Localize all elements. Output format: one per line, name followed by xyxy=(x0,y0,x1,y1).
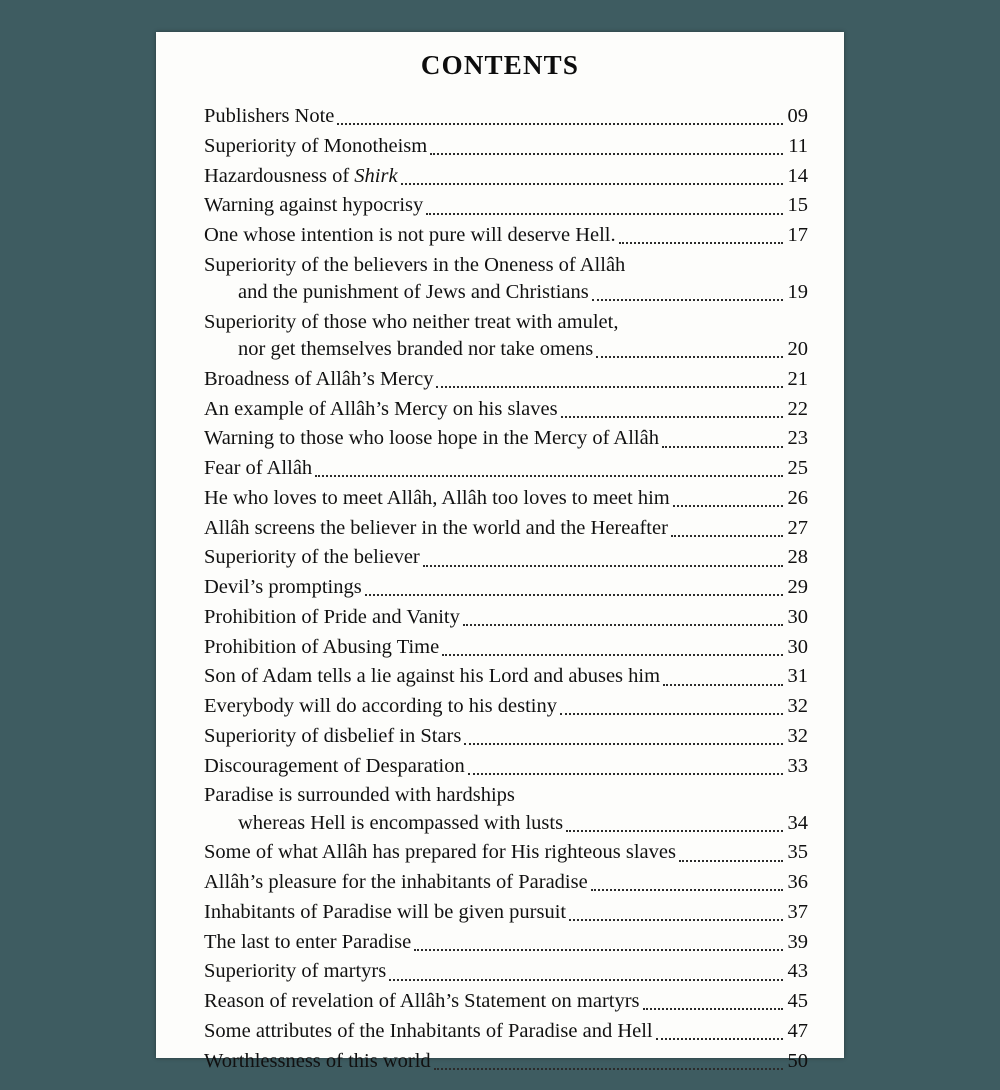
toc-entry[interactable] xyxy=(204,309,808,364)
toc-leader-dots xyxy=(592,298,783,301)
toc-entry-title: Allâh screens the believer in the world and the Hereafter xyxy=(204,516,668,539)
toc-entry[interactable] xyxy=(204,929,808,956)
toc-entry-title: Devil’s promptings xyxy=(204,576,362,598)
toc-leader-dots xyxy=(365,593,783,596)
toc-page-number: 28 xyxy=(787,546,808,569)
toc-page-number: 35 xyxy=(787,841,808,864)
toc-entry-title: Discouragement of Desparation xyxy=(204,754,465,777)
toc-entry-title: He who loves to meet Allâh, Allâh too loves to meet him xyxy=(204,486,670,509)
toc-leader-dots xyxy=(423,564,783,567)
toc-entry-title: Warning against hypocrisy xyxy=(204,194,424,217)
toc-page-number: 17 xyxy=(787,224,808,246)
toc-entry-title: Publishers Note xyxy=(204,105,335,127)
toc-entry-title: Fear of Allâh xyxy=(204,457,313,479)
toc-page-number: 09 xyxy=(787,105,808,127)
toc-leader-dots xyxy=(643,1007,783,1010)
toc-leader-dots xyxy=(337,122,782,125)
toc-page-number: 50 xyxy=(787,1049,808,1072)
toc-entry[interactable] xyxy=(204,782,808,837)
toc-leader-dots xyxy=(315,474,782,477)
toc-entry[interactable] xyxy=(204,604,808,631)
toc-leader-dots xyxy=(619,241,783,244)
toc-entry[interactable] xyxy=(204,485,808,512)
toc-entry[interactable] xyxy=(204,425,808,452)
toc-entry[interactable] xyxy=(204,574,808,601)
toc-entry[interactable] xyxy=(204,839,808,866)
toc-entry[interactable] xyxy=(204,222,808,249)
toc-page-number: 34 xyxy=(787,811,808,834)
toc-entry[interactable] xyxy=(204,899,808,926)
toc-leader-dots xyxy=(464,742,782,745)
toc-entry-title: whereas Hell is encompassed with lusts xyxy=(238,811,564,834)
toc-entry[interactable] xyxy=(204,1048,808,1075)
toc-page-number: 45 xyxy=(787,990,808,1012)
toc-entry[interactable] xyxy=(204,958,808,985)
toc-entry[interactable] xyxy=(204,366,808,393)
toc-page-number: 29 xyxy=(787,576,808,598)
toc-page-number: 22 xyxy=(787,397,808,420)
toc-entry[interactable] xyxy=(204,455,808,482)
toc-page-number: 15 xyxy=(787,194,808,217)
toc-leader-dots xyxy=(434,1067,783,1070)
toc-leader-dots xyxy=(621,330,806,331)
toc-entry-title: Superiority of martyrs xyxy=(204,960,387,983)
toc-entry-title: Superiority of those who neither treat with amulet, xyxy=(204,310,619,333)
toc-page-number: 36 xyxy=(787,871,808,893)
toc-leader-dots xyxy=(596,355,782,358)
toc-entry-title: Hazardousness of Shirk xyxy=(204,164,398,187)
toc-entry-title: Son of Adam tells a lie against his Lord and abuses him xyxy=(204,665,661,688)
toc-entry-title: The last to enter Paradise xyxy=(204,930,412,953)
toc-page-number: 32 xyxy=(787,695,808,717)
toc-leader-dots xyxy=(463,623,783,626)
toc-entry-title: Allâh’s pleasure for the inhabitants of Paradise xyxy=(204,871,588,893)
toc-leader-dots xyxy=(430,152,783,155)
toc-leader-dots xyxy=(628,273,806,274)
toc-entry[interactable] xyxy=(204,1018,808,1045)
toc-leader-dots xyxy=(426,212,782,215)
toc-page-number: 31 xyxy=(787,665,808,688)
toc-page-number: 25 xyxy=(787,457,808,479)
toc-leader-dots xyxy=(414,948,782,951)
toc-entry-title: Superiority of the believer xyxy=(204,546,420,569)
book-page xyxy=(156,32,844,1072)
toc-entry-title: and the punishment of Jews and Christians xyxy=(238,281,589,303)
toc-entry[interactable] xyxy=(204,693,808,720)
toc-leader-dots xyxy=(468,772,783,775)
toc-entry-title: Prohibition of Abusing Time xyxy=(204,635,440,658)
toc-leader-dots xyxy=(389,978,782,981)
toc-leader-dots xyxy=(671,534,783,537)
toc-entry-title: One whose intention is not pure will deserve Hell. xyxy=(204,224,616,246)
toc-entry-title: nor get themselves branded nor take omens xyxy=(238,338,594,360)
toc-entry-title: An example of Allâh’s Mercy on his slaves xyxy=(204,397,558,420)
toc-leader-dots xyxy=(560,712,783,715)
toc-entry[interactable] xyxy=(204,988,808,1015)
toc-leader-dots xyxy=(662,445,783,448)
toc-entry[interactable] xyxy=(204,252,808,307)
toc-entry-title: Warning to those who loose hope in the Mercy of Allâh xyxy=(204,427,659,450)
toc-entry[interactable] xyxy=(204,515,808,542)
toc-leader-dots xyxy=(591,888,783,891)
toc-entry-title: Prohibition of Pride and Vanity xyxy=(204,605,460,628)
toc-entry-title: Some attributes of the Inhabitants of Paradise and Hell xyxy=(204,1019,653,1042)
toc-leader-dots xyxy=(569,918,782,921)
toc-entry[interactable] xyxy=(204,103,808,130)
toc-entry-title: Inhabitants of Paradise will be given pursuit xyxy=(204,900,567,923)
toc-page-number: 30 xyxy=(787,605,808,628)
toc-page-number: 47 xyxy=(787,1019,808,1042)
page-title: CONTENTS xyxy=(420,50,580,80)
toc-page-number: 39 xyxy=(787,930,808,953)
toc-leader-dots xyxy=(679,859,783,862)
toc-entry-title: Broadness of Allâh’s Mercy xyxy=(204,367,434,390)
toc-entry-title: Everybody will do according to his destiny xyxy=(204,695,557,717)
table-of-contents xyxy=(182,103,818,1075)
toc-page-number: 23 xyxy=(787,427,808,450)
toc-entry-title: Superiority of Monotheism xyxy=(204,134,428,157)
toc-entry[interactable] xyxy=(204,544,808,571)
toc-page-number: 21 xyxy=(787,367,808,390)
toc-leader-dots xyxy=(673,504,783,507)
toc-entry-title: Worthlessness of this world xyxy=(204,1049,431,1072)
toc-page-number: 33 xyxy=(787,754,808,777)
toc-leader-dots xyxy=(566,829,782,832)
toc-leader-dots xyxy=(518,804,806,805)
toc-page-number: 43 xyxy=(787,960,808,983)
toc-page-number: 32 xyxy=(787,724,808,747)
toc-leader-dots xyxy=(656,1037,783,1040)
toc-leader-dots xyxy=(663,683,782,686)
toc-entry[interactable] xyxy=(204,163,808,190)
toc-entry-title: Paradise is surrounded with hardships xyxy=(204,784,515,807)
toc-entry[interactable] xyxy=(204,634,808,661)
toc-entry[interactable] xyxy=(204,192,808,219)
toc-entry[interactable] xyxy=(204,396,808,423)
toc-leader-dots xyxy=(401,182,783,185)
toc-entry[interactable] xyxy=(204,133,808,160)
toc-page-number: 20 xyxy=(787,338,808,360)
toc-entry-title: Reason of revelation of Allâh’s Statement on martyrs xyxy=(204,990,640,1012)
toc-page-number: 30 xyxy=(787,635,808,658)
toc-page-number: 27 xyxy=(787,516,808,539)
toc-entry[interactable] xyxy=(204,723,808,750)
toc-entry-title: Some of what Allâh has prepared for His righteous slaves xyxy=(204,841,676,864)
toc-entry[interactable] xyxy=(204,663,808,690)
toc-entry[interactable] xyxy=(204,869,808,896)
toc-page-number: 37 xyxy=(787,900,808,923)
toc-entry[interactable] xyxy=(204,753,808,780)
toc-leader-dots xyxy=(436,385,782,388)
toc-page-number: 26 xyxy=(787,486,808,509)
toc-page-number: 19 xyxy=(787,281,808,303)
page-content xyxy=(156,32,844,1087)
toc-entry-title: Superiority of the believers in the Oneness of Allâh xyxy=(204,253,626,276)
toc-page-number: 14 xyxy=(787,164,808,187)
toc-leader-dots xyxy=(442,653,782,656)
toc-page-number: 11 xyxy=(788,134,808,157)
toc-leader-dots xyxy=(561,415,783,418)
toc-entry-title: Superiority of disbelief in Stars xyxy=(204,724,462,747)
